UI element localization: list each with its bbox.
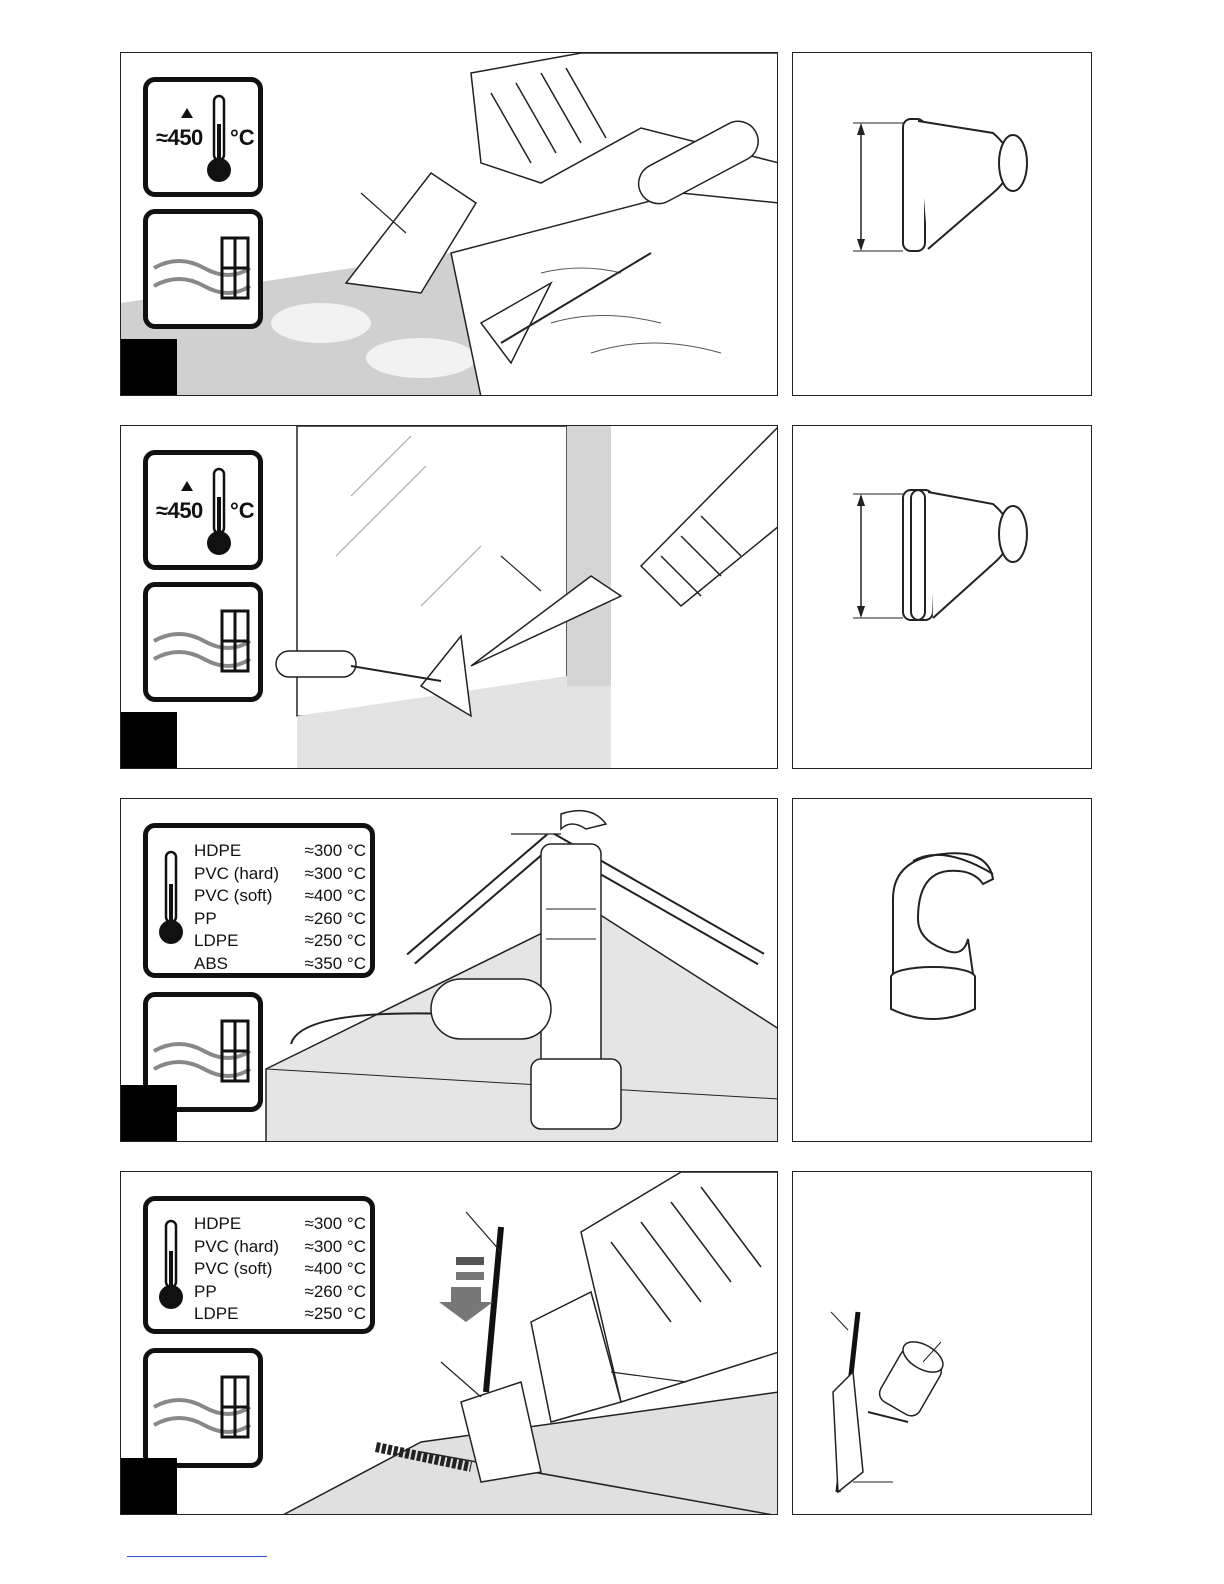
material-name: LDPE [194,931,239,950]
window-airflow-icon [152,1367,256,1451]
material-temperature: ≈300 °C [304,1214,366,1233]
material-row [194,863,366,886]
welding-shoe-nozzle-illustration [793,1172,1092,1515]
window-airflow-icon [152,228,256,312]
material-temperature: ≈250 °C [304,931,366,950]
surface-nozzle-illustration [793,53,1092,396]
arrow-up-icon [181,481,193,491]
material-temperature-table [143,1196,375,1334]
thermometer-icon [156,1219,186,1319]
material-row [194,930,366,953]
material-name: PVC (hard) [194,1236,280,1256]
window-airflow-icon [152,601,256,685]
footer-rule [127,1556,267,1557]
material-list [194,840,366,975]
material-row [194,1258,366,1281]
temperature-value: ≈450 [156,498,203,523]
material-name: HDPE [194,841,242,860]
material-row [194,1303,366,1326]
material-row [194,885,366,908]
thermometer-icon [156,850,186,950]
material-name: PVC (soft) [194,1259,273,1278]
glass-protector-nozzle-illustration [793,426,1092,769]
material-name: PVC (hard) [194,863,280,883]
airflow-icon-box [143,209,263,329]
figure-marker [121,712,177,768]
material-row [194,953,366,976]
illustration-panel-3 [120,798,778,1142]
figure-marker [121,339,177,395]
nozzle-panel-3 [792,798,1092,1142]
material-row [194,1281,366,1304]
nozzle-panel-2 [792,425,1092,769]
nozzle-panel-4 [792,1171,1092,1515]
material-temperature: ≈260 °C [304,908,366,928]
material-name: ABS [194,953,229,973]
illustration-panel-1 [120,52,778,396]
nozzle-panel-1 [792,52,1092,396]
material-row [194,1213,366,1236]
temperature-icon-box [143,450,263,570]
illustration-panel-4 [120,1171,778,1515]
material-name: HDPE [194,1214,242,1233]
arrow-up-icon [181,108,193,118]
material-row [194,840,366,863]
figure-marker [121,1085,177,1141]
material-temperature: ≈400 °C [304,886,366,905]
illustration-panel-2 [120,425,778,769]
material-temperature: ≈300 °C [304,1236,366,1256]
window-airflow-icon [152,1011,256,1095]
material-temperature: ≈250 °C [304,1304,366,1323]
temperature-unit: °C [230,125,255,150]
material-temperature-table [143,823,375,978]
temperature-unit: °C [230,498,255,523]
reflector-nozzle-illustration [793,799,1092,1142]
material-row [194,1236,366,1259]
airflow-icon-box [143,1348,263,1468]
airflow-icon-box [143,582,263,702]
temperature-value: ≈450 [156,125,203,150]
material-temperature: ≈400 °C [304,1259,366,1278]
material-name: PP [194,1281,217,1301]
material-name: PVC (soft) [194,886,273,905]
material-temperature: ≈260 °C [304,1281,366,1301]
material-temperature: ≈350 °C [304,953,366,973]
figure-marker [121,1458,177,1514]
material-name: LDPE [194,1304,239,1323]
material-list [194,1213,366,1326]
material-row [194,908,366,931]
material-temperature: ≈300 °C [304,863,366,883]
material-temperature: ≈300 °C [304,841,366,860]
material-name: PP [194,908,217,928]
temperature-icon-box [143,77,263,197]
